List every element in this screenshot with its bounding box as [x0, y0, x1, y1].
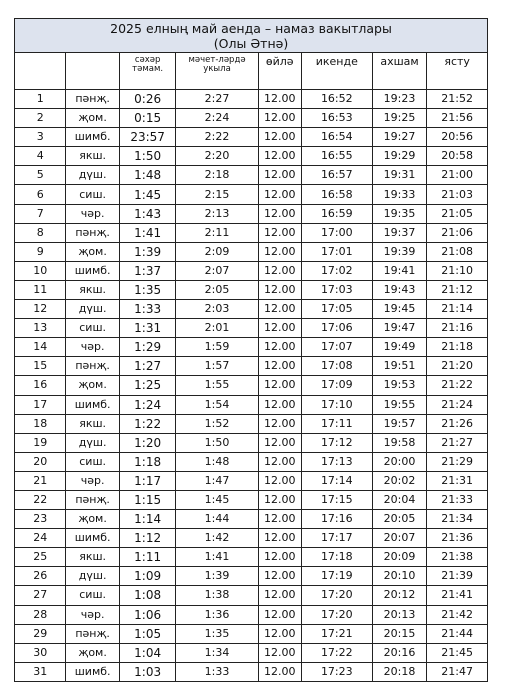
- oile-time-cell: 12.00: [258, 567, 301, 586]
- weekday-cell: шимб.: [66, 261, 119, 280]
- day-number-cell: 2: [15, 109, 66, 128]
- sahar-time-cell: 1:48: [119, 166, 176, 185]
- table-row: [15, 605, 488, 624]
- oile-time-cell: 12.00: [258, 662, 301, 681]
- sahar-time-cell: 1:27: [119, 357, 176, 376]
- ahsham-time-cell: 20:05: [372, 510, 426, 529]
- day-number-cell: 3: [15, 128, 66, 147]
- sahar-time-cell: 0:26: [119, 90, 176, 109]
- oile-time-cell: 12.00: [258, 586, 301, 605]
- day-number-cell: 28: [15, 605, 66, 624]
- header-sahar: сәхәр тәмам.: [119, 53, 176, 90]
- sahar-time-cell: 1:05: [119, 624, 176, 643]
- weekday-cell: сиш.: [66, 586, 119, 605]
- sahar-time-cell: 1:24: [119, 395, 176, 414]
- day-number-cell: 5: [15, 166, 66, 185]
- table-row: [15, 185, 488, 204]
- ikende-time-cell: 16:57: [301, 166, 372, 185]
- day-number-cell: 21: [15, 471, 66, 490]
- table-row: [15, 223, 488, 242]
- sahar-time-cell: 1:08: [119, 586, 176, 605]
- sahar-time-cell: 1:37: [119, 261, 176, 280]
- weekday-cell: чәр.: [66, 204, 119, 223]
- yastu-time-cell: 21:56: [427, 109, 488, 128]
- ahsham-time-cell: 20:04: [372, 490, 426, 509]
- mosque-time-cell: 2:18: [176, 166, 258, 185]
- table-body: [15, 90, 488, 682]
- weekday-cell: чәр.: [66, 471, 119, 490]
- table-row: [15, 548, 488, 567]
- weekday-cell: дүш.: [66, 300, 119, 319]
- sahar-time-cell: 1:14: [119, 510, 176, 529]
- oile-time-cell: 12.00: [258, 261, 301, 280]
- mosque-time-cell: 2:27: [176, 90, 258, 109]
- ahsham-time-cell: 20:15: [372, 624, 426, 643]
- day-number-cell: 12: [15, 300, 66, 319]
- schedule-container: [14, 18, 488, 682]
- sahar-time-cell: 1:25: [119, 376, 176, 395]
- mosque-time-cell: 1:50: [176, 433, 258, 452]
- sahar-time-cell: 1:41: [119, 223, 176, 242]
- ahsham-time-cell: 19:33: [372, 185, 426, 204]
- weekday-cell: җом.: [66, 242, 119, 261]
- table-row: [15, 452, 488, 471]
- weekday-cell: пәнҗ.: [66, 624, 119, 643]
- day-number-cell: 11: [15, 280, 66, 299]
- yastu-time-cell: 21:24: [427, 395, 488, 414]
- yastu-time-cell: 21:26: [427, 414, 488, 433]
- yastu-time-cell: 21:36: [427, 529, 488, 548]
- ahsham-time-cell: 19:39: [372, 242, 426, 261]
- table-row: [15, 300, 488, 319]
- header-num: [15, 53, 66, 90]
- mosque-time-cell: 2:24: [176, 109, 258, 128]
- day-number-cell: 6: [15, 185, 66, 204]
- header-machet: мәчет-ләрдә укыла: [176, 53, 258, 90]
- oile-time-cell: 12.00: [258, 548, 301, 567]
- oile-time-cell: 12.00: [258, 605, 301, 624]
- yastu-time-cell: 21:08: [427, 242, 488, 261]
- table-row: [15, 280, 488, 299]
- sahar-time-cell: 1:29: [119, 338, 176, 357]
- ahsham-time-cell: 19:27: [372, 128, 426, 147]
- mosque-time-cell: 1:52: [176, 414, 258, 433]
- oile-time-cell: 12.00: [258, 319, 301, 338]
- mosque-time-cell: 2:01: [176, 319, 258, 338]
- table-row: [15, 338, 488, 357]
- ahsham-time-cell: 19:57: [372, 414, 426, 433]
- header-row: [15, 53, 488, 90]
- weekday-cell: якш.: [66, 414, 119, 433]
- table-row: [15, 166, 488, 185]
- oile-time-cell: 12.00: [258, 166, 301, 185]
- sahar-time-cell: 1:03: [119, 662, 176, 681]
- mosque-time-cell: 1:34: [176, 643, 258, 662]
- table-row: [15, 147, 488, 166]
- weekday-cell: пәнҗ.: [66, 490, 119, 509]
- ikende-time-cell: 16:53: [301, 109, 372, 128]
- yastu-time-cell: 21:16: [427, 319, 488, 338]
- weekday-cell: җом.: [66, 510, 119, 529]
- oile-time-cell: 12.00: [258, 204, 301, 223]
- mosque-time-cell: 2:13: [176, 204, 258, 223]
- day-number-cell: 7: [15, 204, 66, 223]
- prayer-times-table: [14, 18, 488, 682]
- mosque-time-cell: 1:38: [176, 586, 258, 605]
- table-row: [15, 395, 488, 414]
- header-ahsham: ахшам: [372, 53, 426, 90]
- table-row: [15, 624, 488, 643]
- mosque-time-cell: 2:11: [176, 223, 258, 242]
- day-number-cell: 19: [15, 433, 66, 452]
- table-row: [15, 471, 488, 490]
- weekday-cell: җом.: [66, 109, 119, 128]
- sahar-time-cell: 1:35: [119, 280, 176, 299]
- table-row: [15, 90, 488, 109]
- sahar-time-cell: 1:04: [119, 643, 176, 662]
- day-number-cell: 30: [15, 643, 66, 662]
- ikende-time-cell: 17:20: [301, 605, 372, 624]
- yastu-time-cell: 21:33: [427, 490, 488, 509]
- ahsham-time-cell: 19:31: [372, 166, 426, 185]
- mosque-time-cell: 1:35: [176, 624, 258, 643]
- sahar-time-cell: 1:33: [119, 300, 176, 319]
- oile-time-cell: 12.00: [258, 338, 301, 357]
- yastu-time-cell: 21:39: [427, 567, 488, 586]
- ikende-time-cell: 17:22: [301, 643, 372, 662]
- table-title: [15, 19, 488, 53]
- oile-time-cell: 12.00: [258, 452, 301, 471]
- weekday-cell: чәр.: [66, 605, 119, 624]
- yastu-time-cell: 21:27: [427, 433, 488, 452]
- table-row: [15, 261, 488, 280]
- table-row: [15, 242, 488, 261]
- table-row: [15, 529, 488, 548]
- yastu-time-cell: 21:05: [427, 204, 488, 223]
- mosque-time-cell: 1:47: [176, 471, 258, 490]
- yastu-time-cell: 21:00: [427, 166, 488, 185]
- ikende-time-cell: 17:09: [301, 376, 372, 395]
- sahar-time-cell: 1:50: [119, 147, 176, 166]
- table-row: [15, 376, 488, 395]
- sahar-time-cell: 1:18: [119, 452, 176, 471]
- mosque-time-cell: 2:03: [176, 300, 258, 319]
- yastu-time-cell: 21:42: [427, 605, 488, 624]
- weekday-cell: шимб.: [66, 395, 119, 414]
- mosque-time-cell: 1:48: [176, 452, 258, 471]
- ahsham-time-cell: 20:12: [372, 586, 426, 605]
- sahar-time-cell: 1:15: [119, 490, 176, 509]
- ahsham-time-cell: 19:41: [372, 261, 426, 280]
- yastu-time-cell: 21:34: [427, 510, 488, 529]
- sahar-time-cell: 1:06: [119, 605, 176, 624]
- oile-time-cell: 12.00: [258, 242, 301, 261]
- ahsham-time-cell: 20:02: [372, 471, 426, 490]
- ikende-time-cell: 17:13: [301, 452, 372, 471]
- ikende-time-cell: 17:15: [301, 490, 372, 509]
- ikende-time-cell: 17:16: [301, 510, 372, 529]
- ikende-time-cell: 16:52: [301, 90, 372, 109]
- yastu-time-cell: 21:31: [427, 471, 488, 490]
- ikende-time-cell: 16:59: [301, 204, 372, 223]
- weekday-cell: дүш.: [66, 166, 119, 185]
- weekday-cell: сиш.: [66, 319, 119, 338]
- ikende-time-cell: 17:10: [301, 395, 372, 414]
- ikende-time-cell: 17:18: [301, 548, 372, 567]
- mosque-time-cell: 1:54: [176, 395, 258, 414]
- ikende-time-cell: 17:17: [301, 529, 372, 548]
- oile-time-cell: 12.00: [258, 624, 301, 643]
- ahsham-time-cell: 20:16: [372, 643, 426, 662]
- table-row: [15, 490, 488, 509]
- day-number-cell: 31: [15, 662, 66, 681]
- ikende-time-cell: 17:03: [301, 280, 372, 299]
- ahsham-time-cell: 19:23: [372, 90, 426, 109]
- ikende-time-cell: 17:21: [301, 624, 372, 643]
- day-number-cell: 10: [15, 261, 66, 280]
- day-number-cell: 25: [15, 548, 66, 567]
- table-row: [15, 414, 488, 433]
- ahsham-time-cell: 20:18: [372, 662, 426, 681]
- table-row: [15, 643, 488, 662]
- sahar-time-cell: 1:17: [119, 471, 176, 490]
- table-row: [15, 357, 488, 376]
- oile-time-cell: 12.00: [258, 109, 301, 128]
- day-number-cell: 22: [15, 490, 66, 509]
- ikende-time-cell: 17:01: [301, 242, 372, 261]
- header-oile: өйлә: [258, 53, 301, 90]
- day-number-cell: 18: [15, 414, 66, 433]
- oile-time-cell: 12.00: [258, 471, 301, 490]
- table-row: [15, 109, 488, 128]
- ahsham-time-cell: 19:51: [372, 357, 426, 376]
- table-row: [15, 433, 488, 452]
- ikende-time-cell: 17:07: [301, 338, 372, 357]
- ahsham-time-cell: 19:43: [372, 280, 426, 299]
- ahsham-time-cell: 20:00: [372, 452, 426, 471]
- ikende-time-cell: 17:19: [301, 567, 372, 586]
- ahsham-time-cell: 19:58: [372, 433, 426, 452]
- ahsham-time-cell: 19:49: [372, 338, 426, 357]
- day-number-cell: 14: [15, 338, 66, 357]
- weekday-cell: якш.: [66, 280, 119, 299]
- day-number-cell: 23: [15, 510, 66, 529]
- sahar-time-cell: 1:45: [119, 185, 176, 204]
- oile-time-cell: 12.00: [258, 433, 301, 452]
- weekday-cell: пәнҗ.: [66, 357, 119, 376]
- ahsham-time-cell: 20:09: [372, 548, 426, 567]
- yastu-time-cell: 21:45: [427, 643, 488, 662]
- table-row: [15, 586, 488, 605]
- weekday-cell: җом.: [66, 376, 119, 395]
- oile-time-cell: 12.00: [258, 280, 301, 299]
- sahar-time-cell: 0:15: [119, 109, 176, 128]
- header-yastu: ясту: [427, 53, 488, 90]
- table-row: [15, 662, 488, 681]
- header-day: [66, 53, 119, 90]
- oile-time-cell: 12.00: [258, 490, 301, 509]
- mosque-time-cell: 1:42: [176, 529, 258, 548]
- ikende-time-cell: 17:05: [301, 300, 372, 319]
- ahsham-time-cell: 20:13: [372, 605, 426, 624]
- yastu-time-cell: 20:56: [427, 128, 488, 147]
- oile-time-cell: 12.00: [258, 510, 301, 529]
- day-number-cell: 24: [15, 529, 66, 548]
- weekday-cell: якш.: [66, 548, 119, 567]
- ikende-time-cell: 17:02: [301, 261, 372, 280]
- sahar-time-cell: 1:31: [119, 319, 176, 338]
- yastu-time-cell: 21:22: [427, 376, 488, 395]
- mosque-time-cell: 1:57: [176, 357, 258, 376]
- day-number-cell: 13: [15, 319, 66, 338]
- oile-time-cell: 12.00: [258, 90, 301, 109]
- mosque-time-cell: 2:05: [176, 280, 258, 299]
- title-line-2: (Олы Әтнә): [213, 35, 289, 51]
- ahsham-time-cell: 19:55: [372, 395, 426, 414]
- ikende-time-cell: 17:20: [301, 586, 372, 605]
- sahar-time-cell: 1:22: [119, 414, 176, 433]
- yastu-time-cell: 21:47: [427, 662, 488, 681]
- ahsham-time-cell: 19:25: [372, 109, 426, 128]
- sahar-time-cell: 23:57: [119, 128, 176, 147]
- day-number-cell: 27: [15, 586, 66, 605]
- title-line-1: 2025 елның май аенда – намаз вакытлары: [110, 20, 392, 36]
- day-number-cell: 8: [15, 223, 66, 242]
- day-number-cell: 26: [15, 567, 66, 586]
- ahsham-time-cell: 19:37: [372, 223, 426, 242]
- oile-time-cell: 12.00: [258, 185, 301, 204]
- oile-time-cell: 12.00: [258, 223, 301, 242]
- day-number-cell: 4: [15, 147, 66, 166]
- mosque-time-cell: 1:39: [176, 567, 258, 586]
- mosque-time-cell: 2:09: [176, 242, 258, 261]
- day-number-cell: 15: [15, 357, 66, 376]
- oile-time-cell: 12.00: [258, 357, 301, 376]
- sahar-time-cell: 1:20: [119, 433, 176, 452]
- oile-time-cell: 12.00: [258, 300, 301, 319]
- sahar-time-cell: 1:09: [119, 567, 176, 586]
- oile-time-cell: 12.00: [258, 529, 301, 548]
- yastu-time-cell: 21:12: [427, 280, 488, 299]
- weekday-cell: шимб.: [66, 128, 119, 147]
- mosque-time-cell: 1:33: [176, 662, 258, 681]
- weekday-cell: сиш.: [66, 452, 119, 471]
- oile-time-cell: 12.00: [258, 414, 301, 433]
- mosque-time-cell: 1:41: [176, 548, 258, 567]
- table-row: [15, 204, 488, 223]
- mosque-time-cell: 1:59: [176, 338, 258, 357]
- ikende-time-cell: 16:55: [301, 147, 372, 166]
- sahar-time-cell: 1:43: [119, 204, 176, 223]
- oile-time-cell: 12.00: [258, 128, 301, 147]
- yastu-time-cell: 20:58: [427, 147, 488, 166]
- ikende-time-cell: 16:54: [301, 128, 372, 147]
- mosque-time-cell: 1:45: [176, 490, 258, 509]
- ahsham-time-cell: 20:10: [372, 567, 426, 586]
- sahar-time-cell: 1:39: [119, 242, 176, 261]
- mosque-time-cell: 1:44: [176, 510, 258, 529]
- day-number-cell: 20: [15, 452, 66, 471]
- ahsham-time-cell: 19:29: [372, 147, 426, 166]
- sahar-time-cell: 1:11: [119, 548, 176, 567]
- weekday-cell: дүш.: [66, 567, 119, 586]
- weekday-cell: җом.: [66, 643, 119, 662]
- ikende-time-cell: 17:11: [301, 414, 372, 433]
- yastu-time-cell: 21:18: [427, 338, 488, 357]
- weekday-cell: якш.: [66, 147, 119, 166]
- weekday-cell: пәнҗ.: [66, 90, 119, 109]
- yastu-time-cell: 21:06: [427, 223, 488, 242]
- ikende-time-cell: 16:58: [301, 185, 372, 204]
- ikende-time-cell: 17:08: [301, 357, 372, 376]
- header-ikende: икенде: [301, 53, 372, 90]
- table-row: [15, 319, 488, 338]
- weekday-cell: чәр.: [66, 338, 119, 357]
- mosque-time-cell: 1:36: [176, 605, 258, 624]
- ikende-time-cell: 17:14: [301, 471, 372, 490]
- ikende-time-cell: 17:23: [301, 662, 372, 681]
- yastu-time-cell: 21:29: [427, 452, 488, 471]
- ikende-time-cell: 17:06: [301, 319, 372, 338]
- mosque-time-cell: 2:07: [176, 261, 258, 280]
- oile-time-cell: 12.00: [258, 643, 301, 662]
- table-row: [15, 510, 488, 529]
- mosque-time-cell: 2:15: [176, 185, 258, 204]
- weekday-cell: сиш.: [66, 185, 119, 204]
- mosque-time-cell: 1:55: [176, 376, 258, 395]
- day-number-cell: 1: [15, 90, 66, 109]
- ahsham-time-cell: 20:07: [372, 529, 426, 548]
- sahar-time-cell: 1:12: [119, 529, 176, 548]
- weekday-cell: шимб.: [66, 662, 119, 681]
- weekday-cell: шимб.: [66, 529, 119, 548]
- yastu-time-cell: 21:20: [427, 357, 488, 376]
- yastu-time-cell: 21:52: [427, 90, 488, 109]
- ahsham-time-cell: 19:45: [372, 300, 426, 319]
- ahsham-time-cell: 19:53: [372, 376, 426, 395]
- ahsham-time-cell: 19:47: [372, 319, 426, 338]
- day-number-cell: 17: [15, 395, 66, 414]
- table-row: [15, 567, 488, 586]
- yastu-time-cell: 21:44: [427, 624, 488, 643]
- yastu-time-cell: 21:10: [427, 261, 488, 280]
- oile-time-cell: 12.00: [258, 147, 301, 166]
- yastu-time-cell: 21:38: [427, 548, 488, 567]
- ikende-time-cell: 17:00: [301, 223, 372, 242]
- yastu-time-cell: 21:41: [427, 586, 488, 605]
- day-number-cell: 29: [15, 624, 66, 643]
- ikende-time-cell: 17:12: [301, 433, 372, 452]
- weekday-cell: пәнҗ.: [66, 223, 119, 242]
- mosque-time-cell: 2:22: [176, 128, 258, 147]
- oile-time-cell: 12.00: [258, 395, 301, 414]
- yastu-time-cell: 21:03: [427, 185, 488, 204]
- mosque-time-cell: 2:20: [176, 147, 258, 166]
- oile-time-cell: 12.00: [258, 376, 301, 395]
- yastu-time-cell: 21:14: [427, 300, 488, 319]
- day-number-cell: 16: [15, 376, 66, 395]
- ahsham-time-cell: 19:35: [372, 204, 426, 223]
- day-number-cell: 9: [15, 242, 66, 261]
- weekday-cell: дүш.: [66, 433, 119, 452]
- table-row: [15, 128, 488, 147]
